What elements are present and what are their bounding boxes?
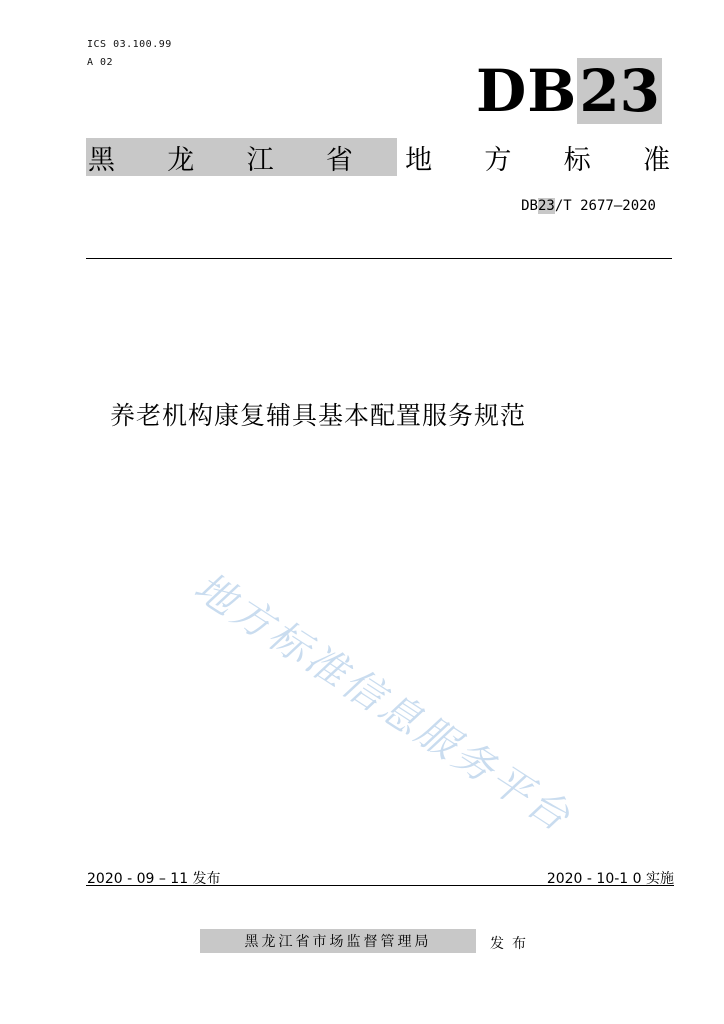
top-divider — [86, 258, 672, 259]
standard-type-char: 标 — [563, 144, 591, 176]
document-number-highlight: 23 — [537, 198, 555, 214]
issuing-authority: 黑龙江省市场监督管理局 — [200, 929, 476, 953]
standard-type-band — [86, 138, 672, 176]
standard-type-char: 龙 — [167, 144, 195, 176]
db-logo — [476, 58, 662, 124]
standard-type-char: 方 — [484, 144, 512, 176]
issue-label: 发布 — [490, 936, 534, 952]
document-title: 养老机构康复辅具基本配置服务规范 — [110, 401, 527, 430]
standard-type-char: 黑 — [88, 144, 115, 176]
watermark-text: 地方标准信息服务平台 — [186, 563, 581, 843]
ics-code: ICS 03.100.99 — [87, 39, 172, 50]
document-number-prefix: DB — [521, 198, 538, 214]
db-logo-prefix: DB — [476, 57, 578, 125]
classification-code: A 02 — [87, 57, 114, 68]
bottom-divider — [86, 885, 674, 886]
db-logo-number: 23 — [579, 57, 661, 125]
standard-type-char: 准 — [642, 144, 670, 176]
implementation-date: 2020 - 10-1 0 实施 — [546, 871, 674, 887]
standard-type-char: 地 — [405, 144, 433, 176]
standard-type-char: 江 — [246, 144, 274, 176]
document-number-suffix: /T 2677—2020 — [554, 198, 656, 214]
issue-date: 2020 - 09 – 11 发布 — [87, 871, 221, 887]
standard-type-char: 省 — [325, 144, 353, 176]
document-number — [521, 198, 656, 214]
